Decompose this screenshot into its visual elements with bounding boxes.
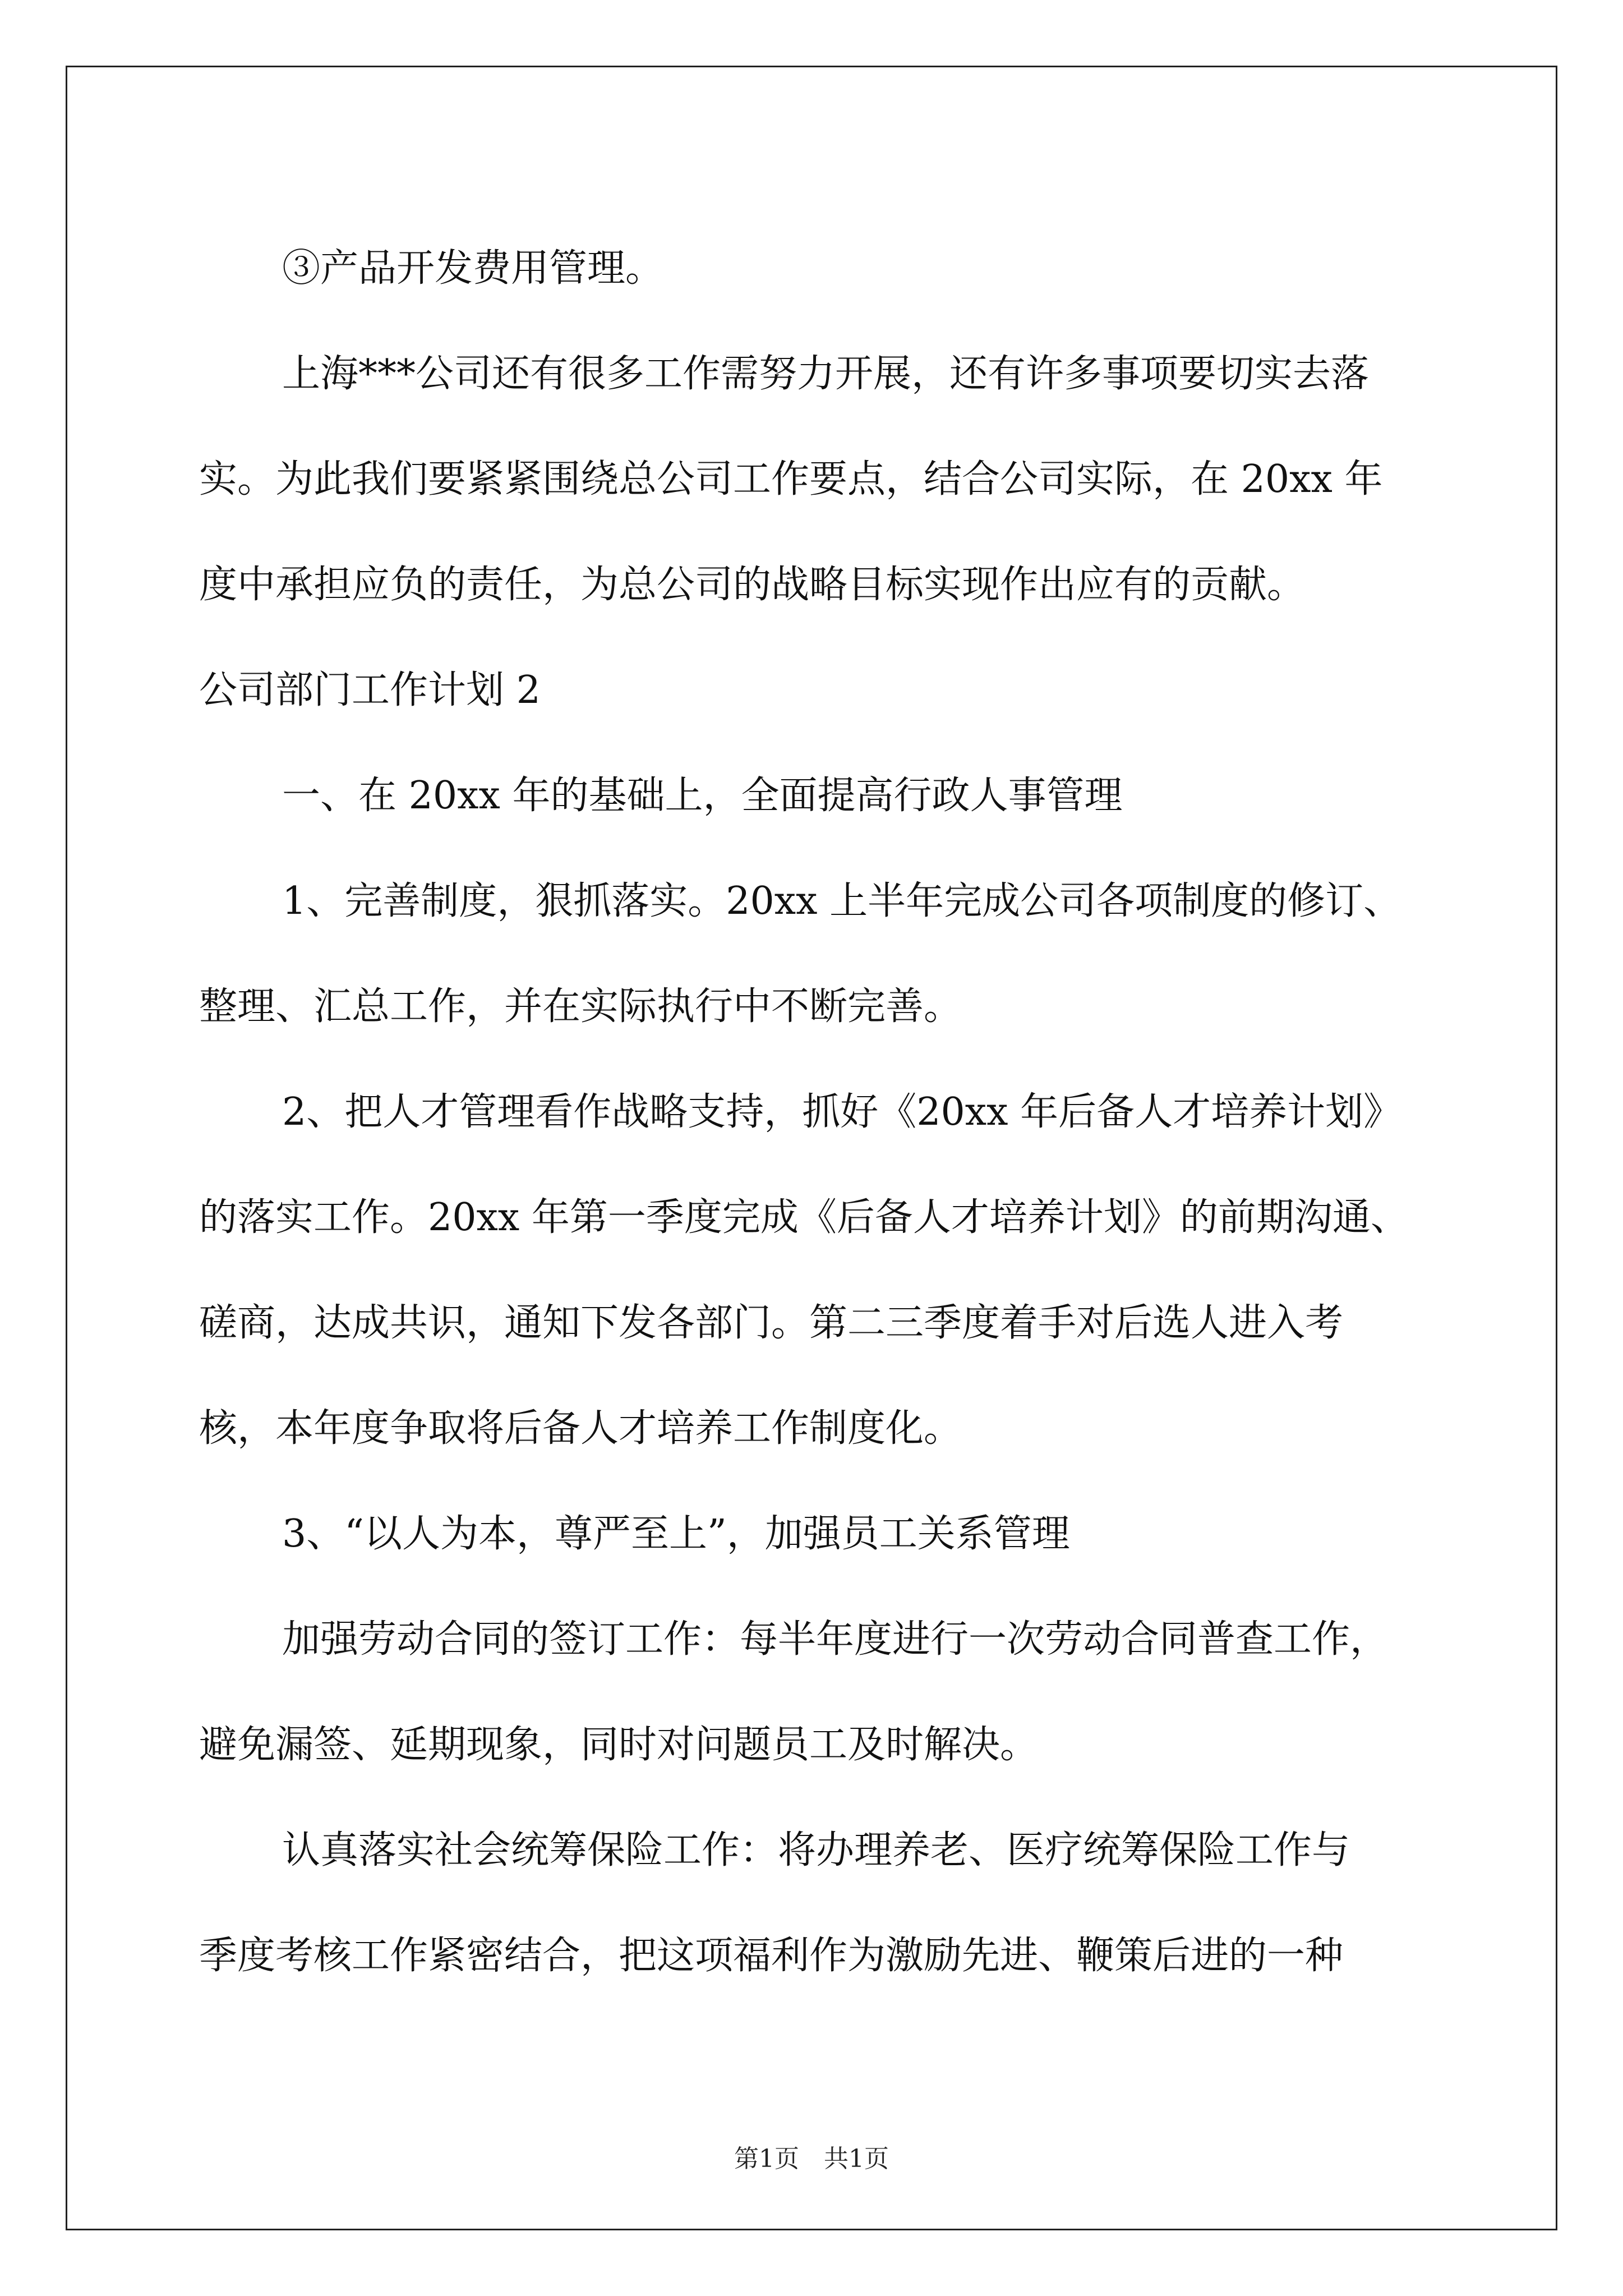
paragraph-line: ③产品开发费用管理。 (282, 246, 664, 291)
paragraph-line: 磋商，达成共识，通知下发各部门。第二三季度着手对后选人进入考 (199, 1301, 1344, 1345)
paragraph-line: 避免漏签、延期现象，同时对问题员工及时解决。 (199, 1723, 1039, 1767)
paragraph-line: 一、在 20xx 年的基础上，全面提高行政人事管理 (282, 774, 1123, 818)
paragraph-line: 实。为此我们要紧紧围绕总公司工作要点，结合公司实际，在 20xx 年 (199, 457, 1383, 501)
paragraph-line: 季度考核工作紧密结合，把这项福利作为激励先进、鞭策后进的一种 (199, 1934, 1344, 1978)
paragraph-line: 上海***公司还有很多工作需努力开展，还有许多事项要切实去落 (282, 352, 1370, 396)
paragraph-line: 整理、汇总工作，并在实际执行中不断完善。 (199, 984, 962, 1029)
document-body (199, 216, 1433, 2009)
paragraph-line: 1、完善制度，狠抓落实。20xx 上半年完成公司各项制度的修订、 (282, 879, 1402, 923)
paragraph-line: 核，本年度争取将后备人才培养工作制度化。 (199, 1406, 962, 1451)
paragraph-line: 认真落实社会统筹保险工作：将办理养老、医疗统筹保险工作与 (282, 1828, 1350, 1872)
paragraph-line: 度中承担应负的责任，为总公司的战略目标实现作出应有的贡献。 (199, 563, 1306, 607)
paragraph-line: 3、“以人为本，尊严至上”，加强员工关系管理 (282, 1512, 1070, 1556)
page-footer: 第1页 共1页 (734, 2145, 889, 2173)
paragraph-line: 加强劳动合同的签订工作：每半年度进行一次劳动合同普查工作， (282, 1617, 1389, 1662)
section-heading: 公司部门工作计划 2 (199, 668, 541, 712)
paragraph-line: 的落实工作。20xx 年第一季度完成《后备人才培养计划》的前期沟通、 (199, 1195, 1409, 1240)
paragraph-line: 2、把人才管理看作战略支持，抓好《20xx 年后备人才培养计划》 (282, 1090, 1402, 1134)
